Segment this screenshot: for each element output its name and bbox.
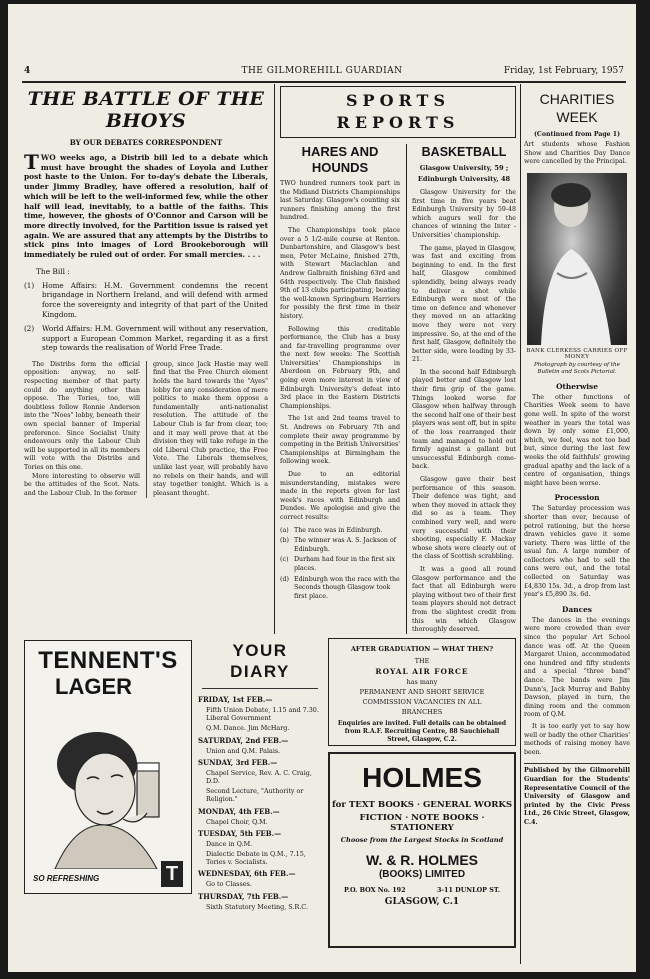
ad-line: COMMISSION VACANCIES IN ALL xyxy=(362,698,482,706)
ad-line: Enquiries are invited. Full details can be obtained from R.A.F. Recruiting Centre, 88 Sauchiehall Street, Glasgow, C.2. xyxy=(337,720,507,743)
diary-entry: Union and Q.M. Palais. xyxy=(206,746,281,755)
body-paragraph: Following this creditable performance, the Club has a busy and far-travelling programme over the next few weeks: The Scottish Universities' Championships in Aberdeen on February 9th, and going even more interest in view of Edinburgh University's defeat into 3rd place in the Eastern Districts Championships. xyxy=(280,325,400,410)
diary-entry: Dialectic Debate in Q.M., 7.15, Tories v. Socialists. xyxy=(206,850,306,867)
basketball-article xyxy=(412,144,516,634)
diary-day: MONDAY, 4th FEB.— xyxy=(198,806,280,816)
ad-line: ROYAL AIR FORCE xyxy=(375,667,469,676)
byline: BY OUR DEBATES CORRESPONDENT xyxy=(69,138,223,147)
banner-line: REPORTS xyxy=(336,113,460,132)
diary-entry: Sixth Statutory Meeting, S.R.C. xyxy=(206,902,308,911)
score-line: Edinburgh University, 48 xyxy=(417,175,511,183)
diary-entry: Fifth Union Debate, 1.15 and 7.30. Liberal Government xyxy=(206,706,319,723)
header-rule xyxy=(22,81,626,83)
diary-day: THURSDAY, 7th FEB.— xyxy=(198,891,289,901)
body-paragraph: In the second half Edinburgh played better and Glasgow lost their firm grip of the game. Things looked worse for Glasgow when halfway through the second half one of their best players was sent off, but in spite of the loss rearranged their team and managed to hold out firmly against a gallant but unsuccessful Edinburgh come-back. xyxy=(412,368,516,471)
firm-name: (BOOKS) LIMITED xyxy=(378,869,466,880)
article-headline: HARES AND HOUNDS xyxy=(301,144,379,175)
page-header xyxy=(8,66,636,80)
ad-line: Choose from the Largest Stocks in Scotland xyxy=(340,836,504,844)
body-paragraph: The Saturday procession was shorter than ever, because of petrol rationing, but the horse drawn vehicles gave it some variety. There was little of the usual fun. A large number of collectors who had to sell the cans were out, and the total collected on Saturday was £4,830 15s. 3d., a drop from last year's £5,890 3s. 6d. xyxy=(524,505,630,599)
sports-reports-banner xyxy=(280,86,516,138)
body-paragraph: The Distribs form the official opposition: anyway, no self-respecting member of that party could do anything other than oppose. The Tories, too, will doubtless follow Ronnie Anderson into the "Noes" lobby, beneath their own special banner of Imperial preference. Since Socialist Unity endeavours only the Labour Club will be supported in all its members will vote with the Distribs and Tories on this one. xyxy=(24,360,140,472)
ad-line: THE xyxy=(414,657,430,665)
article-headline: THE BATTLE OF THE BHOYS xyxy=(27,88,265,132)
paper-title: THE GILMOREHILL GUARDIAN xyxy=(241,66,403,76)
brand-name: TENNENT'S xyxy=(38,647,178,674)
body-paragraph: group, since Jack Hastie may well find that the Free Church element holds the hard towards the "Ayes" lobby for any consideration of mere politics to make them oppose a fundamentally anti-nationalist resolution. The attitude of the Labour Club is far from clear, too; and it may well prove that at the division they will take refuge in the old Liberal Club practice, the Free Vote. The Liberals themselves, unlike last year, will probably have no rebels on their hands, and will stay together tonight. Which is a pleasant thought. xyxy=(152,360,268,497)
result-item: (b) The winner was A. S. Jackson of Edinburgh. xyxy=(280,537,397,553)
article-headline: BASKETBALL xyxy=(421,145,507,159)
ad-line: has many xyxy=(406,678,438,686)
your-diary xyxy=(198,640,322,940)
holmes-books-ad xyxy=(328,752,516,948)
ad-line: PERMANENT AND SHORT SERVICE xyxy=(359,688,485,696)
body-paragraph: TWO hundred runners took part in the Midland Districts Championships last Saturday. Glasgow's counting six runners finishing among the first hundred. xyxy=(280,180,400,222)
column-divider xyxy=(406,144,407,634)
diary-day: SATURDAY, 2nd FEB.— xyxy=(198,735,289,745)
firm-name: W. & R. HOLMES xyxy=(366,852,478,868)
diary-day: TUESDAY, 5th FEB.— xyxy=(198,828,282,838)
page-number: 4 xyxy=(24,66,31,76)
body-paragraph: The Championships took place over a 5 1/2-mile course at Renton. Dunbartonshire, and Glasgow's best men, Peter McLaine, finished 27th, with Stewart Maclachlan and Andrew Galbraith finishing 63rd and 64th respectively. The Club finished 9th of 13 clubs participating, beating the well-known Springburn Harriers for possibly the first time in their history. xyxy=(280,226,400,320)
section-heading: Otherwise xyxy=(556,381,598,391)
body-paragraph: Due to an editorial misunderstanding, mistakes were made in the reports given for last week's races with Edinburgh and Dundee. We apologise and give the correct results: xyxy=(280,471,400,521)
bill-label: The Bill : xyxy=(36,266,70,276)
diary-entry: Chapel Service, Rev. A. C. Craig, D.D. xyxy=(206,768,312,786)
shop-name: HOLMES xyxy=(362,762,482,793)
column-divider xyxy=(520,84,521,964)
continued-note: (Continued from Page 1) xyxy=(534,131,620,138)
corrected-results xyxy=(280,527,400,602)
diary-list xyxy=(198,695,322,911)
result-item: (c) Durham had four in the first six places. xyxy=(280,556,396,572)
product-name: LAGER xyxy=(55,674,132,699)
diary-day: SUNDAY, 3rd FEB.— xyxy=(198,757,278,767)
address-city: GLASGOW, C.1 xyxy=(384,897,460,907)
article-body-columns xyxy=(24,361,268,499)
body-paragraph: The game, played in Glasgow, was fast and exciting from beginning to end. In the first half, Glasgow combined splendidly, being always ready to deliver a shot while Edinburgh were most of the time on defence and whenever they moved on an attacking move they were not very impressive. So, at the end of the first half, Glasgow, definitely the better side, were leading by 33-21. xyxy=(412,244,516,364)
body-paragraph: More interesting to observe will be the attitudes of the Scot. Nats. and the Labour Club. In the former xyxy=(24,472,140,497)
photo-caption: BANK CLERKESS CARRIES OFF MONEY xyxy=(526,347,628,360)
raf-recruitment-ad xyxy=(328,638,516,746)
lead-paragraph: TWO weeks ago, a Distrib bill led to a debate which must have brought the shades of Loyola and Luther post haste to the Union. For to-day's debate the Liberals, under Jimmy Bradley, have offered a resolution, half of which will be left to the well-informed few, while the other half will lead, inevitably, to a battle of the faiths. This time, however, the ghosts of O'Connor and Carson will be more directly involved, for the Partition issue is raised yet again. We are assured that any attempts by the Distribs to stick pins into images of Lord Brookeborough will immediately be ruled out of order. For small mercies. . . . xyxy=(24,150,268,260)
tennents-t-logo: T xyxy=(161,861,183,887)
tennents-lager-ad xyxy=(24,640,192,894)
body-paragraph: The dances in the evenings were more crowded than ever since the popular Art School dance was off. At the Queen Margaret Union, accommodated one hundred and fifty students and a special "three band" dance. The bands were Jim Dunn's, Jack Murray and Babby Dawson, played in turn, the dining room and the common room of Q.M. xyxy=(524,616,630,719)
diary-entry: Dance in Q.M. xyxy=(206,839,253,848)
body-paragraph: Glasgow University for the first time in five years beat Edinburgh University by 59-48 which augurs well for the chances of winning the Inter - Universities' championship. xyxy=(412,189,516,239)
ad-line: FICTION · NOTE BOOKS · STATIONERY xyxy=(359,813,485,833)
result-item: (d) Edinburgh won the race with the Seconds though Glasgow took first place. xyxy=(280,575,400,600)
diary-entry: Q.M. Dance. Jim McHarg. xyxy=(206,724,290,733)
section-heading: Procession xyxy=(554,493,600,503)
diary-day: WEDNESDAY, 6th FEB.— xyxy=(198,869,296,879)
diary-entry: Chapel Choir, Q.M. xyxy=(206,817,268,826)
charities-week-article xyxy=(524,90,630,970)
body-paragraph: It is too early yet to say how well or badly the other Charities' methods of raising money have been. xyxy=(524,722,630,756)
issue-date: Friday, 1st February, 1957 xyxy=(503,66,624,76)
column-divider xyxy=(274,84,275,634)
banner-line: SPORTS xyxy=(346,91,450,110)
ad-slogan: SO REFRESHING xyxy=(33,874,100,883)
imprint: Published by the Gilmorehill Guardian for the Students' Representative Council of the University of Glasgow and printed by the Civic Press Ltd., 26 Civic Street, Glasgow, C.4. xyxy=(524,763,630,827)
section-heading: Dances xyxy=(562,604,592,614)
body-paragraph: It was a good all round Glasgow performance and the fact that all Edinburgh were playing without two of their first team players should not detract from the slightest credit from this win which Glasgow thoroughly deserved. xyxy=(412,565,516,634)
debate-article xyxy=(24,88,268,638)
drop-cap: T xyxy=(24,150,39,174)
article-headline: CHARITIES WEEK xyxy=(539,91,615,125)
diary-entry: Go to Classes. xyxy=(206,880,252,889)
ad-line: for TEXT BOOKS · GENERAL WORKS xyxy=(331,800,513,810)
ad-line: BRANCHES xyxy=(401,708,443,716)
ad-line: AFTER GRADUATION — WHAT THEN? xyxy=(350,645,494,653)
bill-item: (2) World Affairs: H.M. Government will without any reservation, support a European Common Market, regarding it as a first step towards the realisation of World Free Trade. xyxy=(24,324,268,353)
diary-day: FRIDAY, 1st FEB.— xyxy=(198,695,273,704)
hares-and-hounds-article xyxy=(280,144,400,634)
bill-item: (1) Home Affairs: H.M. Government condemns the recent brigandage in Northern Ireland, and will defend with armed force the sovereignty and integrity of that part of the United Kingdom. xyxy=(24,280,268,319)
diary-entry: Second Lecture, "Authority or Religion." xyxy=(206,787,304,804)
address-line: P.O. BOX No. 192 3-11 DUNLOP ST. xyxy=(344,886,500,894)
bank-clerkess-photo xyxy=(527,173,627,345)
body-paragraph: The 1st and 2nd teams travel to St. Andrews on February 7th and complete their away programme by competing in the British Universities' Championships at Birmingham the following week. xyxy=(280,415,400,466)
woman-drinking-illustration xyxy=(25,719,192,869)
body-paragraph: Glasgow gave their best performance of this season. Their defence was tight, and when they moved in attack they did so as a team. They combined very well, and were very successful with their shooting, especially F. Mackay whose shots were clearly out of the class of Scottish scrabbling. xyxy=(412,476,516,561)
diary-title: YOUR DIARY xyxy=(230,641,290,681)
body-paragraph: Art students whose Fashion Show and Charities Day Dance were cancelled by the Principal. xyxy=(524,141,630,166)
result-item: (a) The race was in Edinburgh. xyxy=(280,526,383,534)
body-paragraph: The other functions of Charities Week seem to have gone well. In spite of the worst weather in years the total was down by only some £1,000, which, we feel, was not too bad but, since during the last few weeks the old faithfuls' growing gradual apathy and the lack of a centre of organisation, things might have been worse. xyxy=(524,393,630,487)
score-line: Glasgow University, 59 ; xyxy=(419,164,509,172)
photo-credit: Photograph by courtesy of the Bulletin and Scots Pictorial. xyxy=(534,361,620,375)
newspaper-page xyxy=(8,4,636,972)
